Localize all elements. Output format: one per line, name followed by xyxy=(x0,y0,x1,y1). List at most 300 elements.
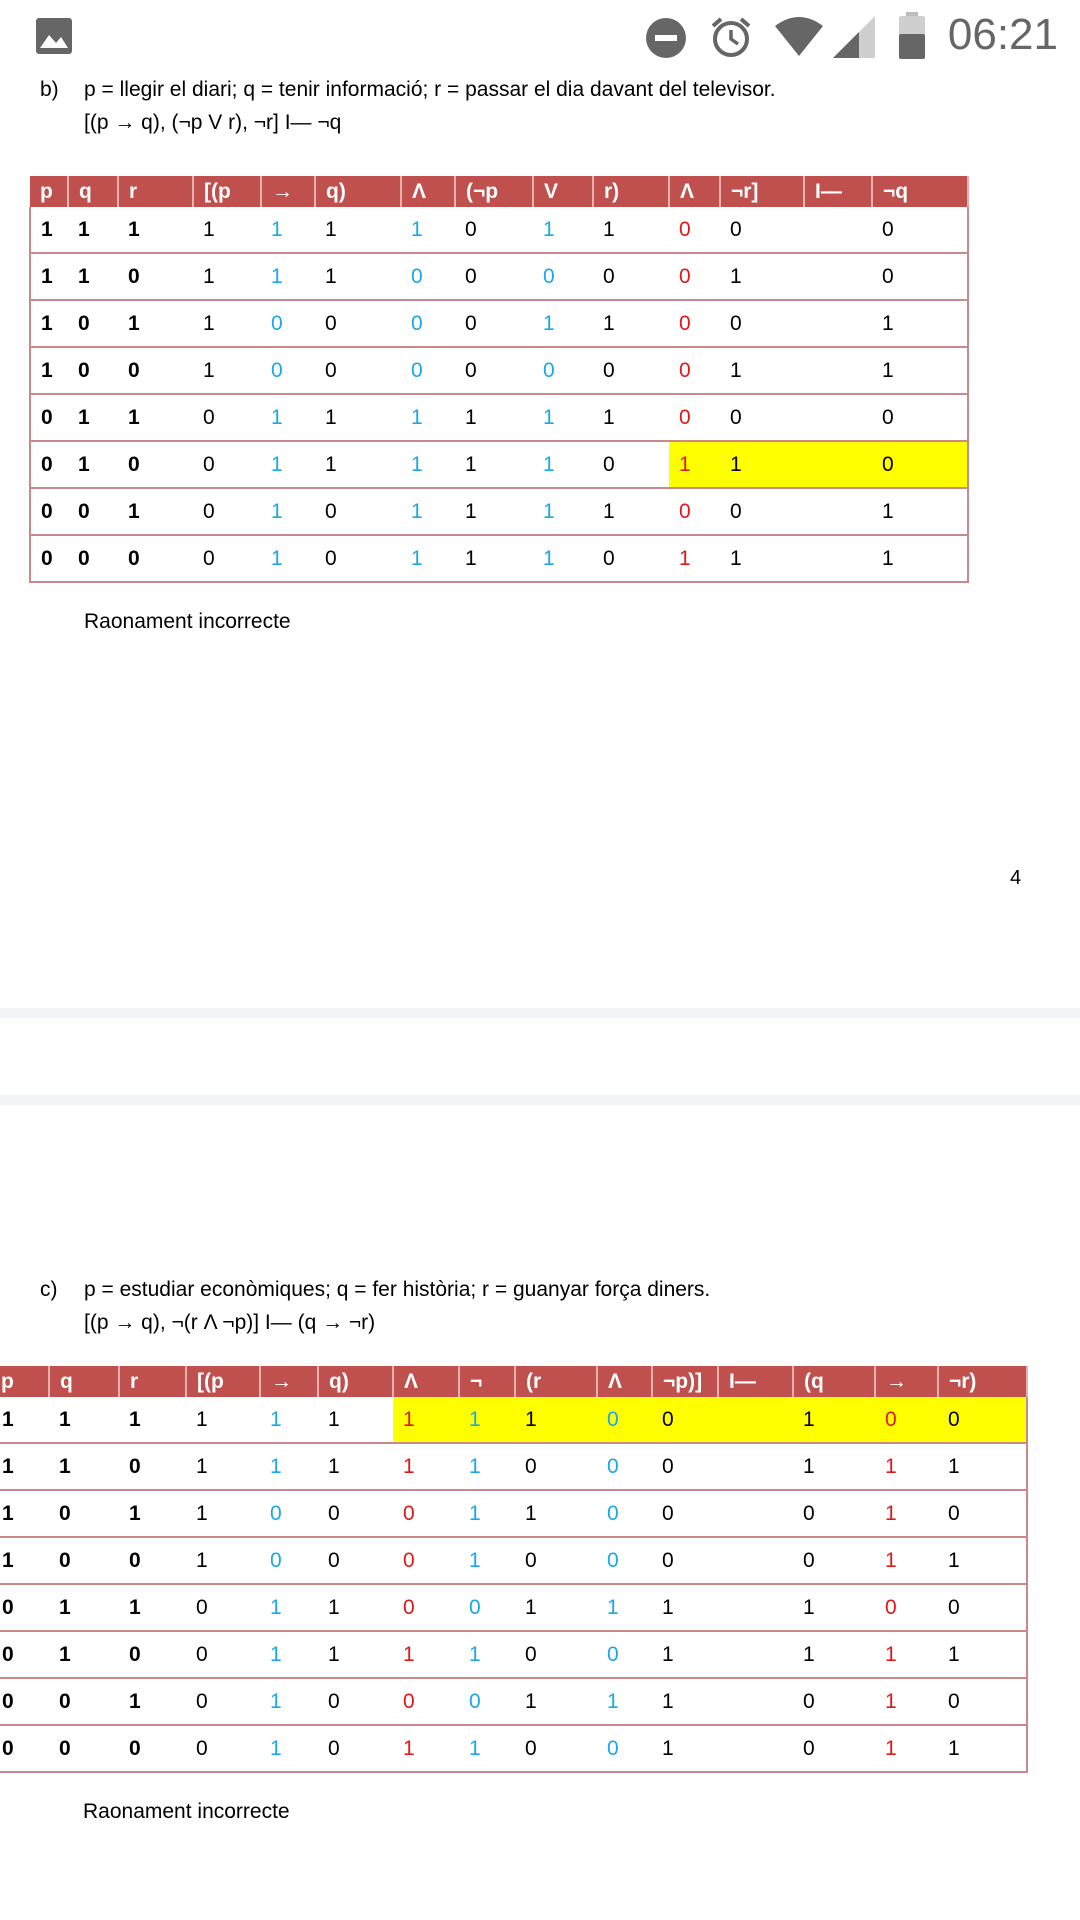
table-cell: 1 xyxy=(401,394,455,441)
column-header: V xyxy=(533,176,593,207)
table-cell: 0 xyxy=(186,1631,260,1678)
column-header: q xyxy=(68,176,118,207)
table-cell: 1 xyxy=(872,535,968,582)
column-header: (q xyxy=(793,1366,875,1397)
table-cell: 1 xyxy=(0,1490,49,1537)
table-cell: 0 xyxy=(515,1537,597,1584)
table-cell: 0 xyxy=(720,394,804,441)
page-separator xyxy=(0,1095,1080,1105)
table-cell: 1 xyxy=(459,1490,515,1537)
column-header: p xyxy=(30,176,68,207)
wifi-icon xyxy=(773,16,825,56)
table-cell: 1 xyxy=(593,207,669,253)
battery-icon xyxy=(898,12,926,60)
table-cell: 0 xyxy=(315,535,401,582)
table-cell: 1 xyxy=(30,253,68,300)
table-cell: 1 xyxy=(533,488,593,535)
table-cell: 1 xyxy=(318,1397,393,1443)
table-cell: 0 xyxy=(459,1678,515,1725)
table-cell: 1 xyxy=(875,1725,938,1772)
table-row xyxy=(30,347,968,394)
table-row xyxy=(30,300,968,347)
table-cell: 0 xyxy=(30,394,68,441)
table-cell: 0 xyxy=(597,1537,652,1584)
table-cell: 1 xyxy=(193,300,261,347)
table-cell: 0 xyxy=(186,1678,260,1725)
table-cell: 0 xyxy=(593,535,669,582)
status-bar xyxy=(0,0,1080,74)
table-cell: 0 xyxy=(68,488,118,535)
column-header: q xyxy=(49,1366,119,1397)
table-cell: 0 xyxy=(793,1537,875,1584)
column-header: [(p xyxy=(193,176,261,207)
table-cell xyxy=(718,1537,793,1584)
table-cell: 1 xyxy=(315,207,401,253)
table-cell: 0 xyxy=(318,1678,393,1725)
table-cell: 0 xyxy=(30,441,68,488)
table-cell: 0 xyxy=(318,1725,393,1772)
table-cell: 1 xyxy=(793,1631,875,1678)
table-cell: 0 xyxy=(669,300,720,347)
table-cell: 0 xyxy=(30,488,68,535)
table-cell: 1 xyxy=(318,1584,393,1631)
table-cell xyxy=(718,1584,793,1631)
table-cell: 0 xyxy=(315,488,401,535)
argument-formula: [(p → q), (¬p V r), ¬r] I— ¬q xyxy=(84,111,342,134)
table-cell: 1 xyxy=(260,1678,318,1725)
table-cell: 0 xyxy=(533,347,593,394)
table-cell: 0 xyxy=(193,394,261,441)
alarm-icon xyxy=(708,14,754,60)
table-cell: 0 xyxy=(261,347,315,394)
table-cell: 1 xyxy=(261,441,315,488)
table-cell: 0 xyxy=(652,1443,718,1490)
table-cell: 0 xyxy=(593,441,669,488)
table-cell xyxy=(718,1631,793,1678)
table-cell: 0 xyxy=(49,1725,119,1772)
table-cell: 1 xyxy=(875,1443,938,1490)
table-cell: 0 xyxy=(186,1725,260,1772)
table-cell: 1 xyxy=(938,1631,1027,1678)
table-cell: 1 xyxy=(938,1725,1027,1772)
table-cell: 1 xyxy=(793,1397,875,1443)
table-cell xyxy=(718,1443,793,1490)
table-cell: 0 xyxy=(401,300,455,347)
table-cell: 0 xyxy=(793,1490,875,1537)
table-cell: 0 xyxy=(401,347,455,394)
table-cell: 1 xyxy=(193,253,261,300)
table-cell: 1 xyxy=(393,1443,459,1490)
table-header-row xyxy=(0,1366,1027,1397)
exercise-label: c) xyxy=(40,1278,58,1301)
table-cell: 0 xyxy=(669,207,720,253)
table-cell: 1 xyxy=(459,1537,515,1584)
table-cell: 0 xyxy=(597,1443,652,1490)
table-cell: 0 xyxy=(68,347,118,394)
table-cell: 0 xyxy=(393,1490,459,1537)
conclusion-text: Raonament incorrecte xyxy=(83,1800,290,1823)
table-cell xyxy=(804,488,872,535)
table-cell: 1 xyxy=(720,441,804,488)
conclusion-text: Raonament incorrecte xyxy=(84,610,291,633)
table-cell: 1 xyxy=(393,1725,459,1772)
column-header: Λ xyxy=(393,1366,459,1397)
table-cell: 0 xyxy=(0,1584,49,1631)
table-cell: 0 xyxy=(118,441,193,488)
table-cell: 1 xyxy=(593,488,669,535)
table-cell: 1 xyxy=(119,1678,186,1725)
table-cell: 1 xyxy=(118,207,193,253)
table-cell: 0 xyxy=(938,1584,1027,1631)
table-cell: 0 xyxy=(938,1397,1027,1443)
table-cell: 0 xyxy=(872,441,968,488)
table-cell: 1 xyxy=(186,1443,260,1490)
table-cell: 1 xyxy=(30,207,68,253)
table-cell: 1 xyxy=(186,1397,260,1443)
table-cell: 1 xyxy=(49,1631,119,1678)
column-header: r xyxy=(119,1366,186,1397)
table-cell: 1 xyxy=(455,441,533,488)
table-cell xyxy=(804,394,872,441)
table-row xyxy=(30,253,968,300)
column-header: ¬q xyxy=(872,176,968,207)
table-cell: 1 xyxy=(597,1678,652,1725)
table-row xyxy=(30,394,968,441)
table-cell: 0 xyxy=(875,1584,938,1631)
table-cell: 1 xyxy=(652,1678,718,1725)
table-cell: 0 xyxy=(872,207,968,253)
table-cell: 1 xyxy=(593,394,669,441)
table-cell: 0 xyxy=(0,1725,49,1772)
table-cell: 1 xyxy=(459,1725,515,1772)
table-cell: 0 xyxy=(669,488,720,535)
column-header: I— xyxy=(804,176,872,207)
table-cell: 1 xyxy=(68,394,118,441)
table-cell: 0 xyxy=(533,253,593,300)
table-cell: 1 xyxy=(515,1397,597,1443)
table-cell: 1 xyxy=(720,253,804,300)
column-header: Λ xyxy=(669,176,720,207)
table-cell xyxy=(804,535,872,582)
premise-definitions: p = estudiar econòmiques; q = fer història; r = guanyar força diners. xyxy=(84,1278,711,1301)
column-header: q) xyxy=(318,1366,393,1397)
table-cell: 1 xyxy=(186,1537,260,1584)
table-cell: 1 xyxy=(875,1678,938,1725)
premise-definitions: p = llegir el diari; q = tenir informació; r = passar el dia davant del televisor. xyxy=(84,78,776,101)
table-cell: 1 xyxy=(401,535,455,582)
table-cell: 0 xyxy=(49,1678,119,1725)
column-header: r xyxy=(118,176,193,207)
table-cell: 0 xyxy=(260,1537,318,1584)
table-cell: 1 xyxy=(118,488,193,535)
table-cell: 0 xyxy=(393,1678,459,1725)
table-cell: 1 xyxy=(186,1490,260,1537)
column-header: ¬ xyxy=(459,1366,515,1397)
table-cell: 0 xyxy=(318,1537,393,1584)
table-cell: 1 xyxy=(720,535,804,582)
gallery-icon[interactable] xyxy=(35,17,73,55)
table-cell: 1 xyxy=(30,347,68,394)
table-cell: 0 xyxy=(597,1631,652,1678)
table-cell: 0 xyxy=(938,1678,1027,1725)
clock-time: 06:21 xyxy=(947,10,1058,59)
table-cell: 0 xyxy=(68,535,118,582)
column-header: q) xyxy=(315,176,401,207)
table-row xyxy=(0,1443,1027,1490)
table-row xyxy=(0,1490,1027,1537)
table-cell: 1 xyxy=(938,1537,1027,1584)
table-cell: 0 xyxy=(652,1490,718,1537)
table-cell: 1 xyxy=(260,1725,318,1772)
table-cell: 0 xyxy=(393,1537,459,1584)
table-cell: 1 xyxy=(401,441,455,488)
table-cell: 0 xyxy=(119,1537,186,1584)
table-cell xyxy=(804,253,872,300)
table-cell: 1 xyxy=(533,394,593,441)
table-cell: 0 xyxy=(119,1631,186,1678)
table-cell: 0 xyxy=(515,1631,597,1678)
column-header: ¬r] xyxy=(720,176,804,207)
table-cell: 1 xyxy=(597,1584,652,1631)
table-cell: 0 xyxy=(30,535,68,582)
table-cell: 0 xyxy=(119,1725,186,1772)
table-cell: 1 xyxy=(68,253,118,300)
table-cell: 0 xyxy=(597,1725,652,1772)
column-header: [(p xyxy=(186,1366,260,1397)
column-header: I— xyxy=(718,1366,793,1397)
column-header: Λ xyxy=(597,1366,652,1397)
table-cell: 0 xyxy=(720,300,804,347)
table-cell: 0 xyxy=(720,207,804,253)
table-cell: 1 xyxy=(261,488,315,535)
table-row xyxy=(0,1397,1027,1443)
table-cell: 1 xyxy=(872,488,968,535)
exercise-label: b) xyxy=(40,78,59,101)
table-cell: 0 xyxy=(315,300,401,347)
table-cell: 0 xyxy=(597,1490,652,1537)
table-cell: 1 xyxy=(393,1397,459,1443)
table-cell: 1 xyxy=(533,207,593,253)
table-cell: 0 xyxy=(193,535,261,582)
table-cell xyxy=(804,207,872,253)
table-cell: 0 xyxy=(793,1678,875,1725)
table-cell: 1 xyxy=(533,441,593,488)
table-cell: 1 xyxy=(261,535,315,582)
table-cell: 0 xyxy=(652,1537,718,1584)
table-cell: 1 xyxy=(515,1678,597,1725)
table-cell: 1 xyxy=(119,1584,186,1631)
table-cell: 0 xyxy=(68,300,118,347)
table-cell: 1 xyxy=(260,1397,318,1443)
table-cell: 1 xyxy=(875,1537,938,1584)
table-cell: 0 xyxy=(193,441,261,488)
table-cell: 0 xyxy=(118,535,193,582)
table-cell: 1 xyxy=(401,207,455,253)
page-number: 4 xyxy=(1010,867,1022,889)
table-cell: 0 xyxy=(261,300,315,347)
table-cell: 0 xyxy=(401,253,455,300)
table-cell: 1 xyxy=(260,1584,318,1631)
table-cell: 1 xyxy=(515,1490,597,1537)
table-cell: 0 xyxy=(118,253,193,300)
table-cell xyxy=(804,347,872,394)
table-cell: 1 xyxy=(193,347,261,394)
table-cell: 1 xyxy=(0,1537,49,1584)
table-cell: 0 xyxy=(593,347,669,394)
table-cell: 1 xyxy=(315,441,401,488)
table-cell: 1 xyxy=(261,207,315,253)
table-cell: 0 xyxy=(455,253,533,300)
table-cell: 0 xyxy=(455,300,533,347)
table-cell xyxy=(718,1725,793,1772)
table-cell: 1 xyxy=(720,347,804,394)
table-cell: 1 xyxy=(49,1397,119,1443)
table-cell: 0 xyxy=(318,1490,393,1537)
table-cell: 1 xyxy=(260,1443,318,1490)
table-cell: 0 xyxy=(455,347,533,394)
truth-table xyxy=(29,176,969,583)
column-header: p xyxy=(0,1366,49,1397)
table-row xyxy=(30,488,968,535)
table-cell: 1 xyxy=(315,253,401,300)
table-cell: 1 xyxy=(872,300,968,347)
table-cell: 1 xyxy=(119,1397,186,1443)
table-cell: 1 xyxy=(0,1443,49,1490)
table-cell: 0 xyxy=(455,207,533,253)
table-cell: 0 xyxy=(193,488,261,535)
table-cell: 1 xyxy=(401,488,455,535)
table-cell: 1 xyxy=(669,535,720,582)
table-cell: 0 xyxy=(49,1490,119,1537)
table-cell: 1 xyxy=(669,441,720,488)
dnd-icon xyxy=(645,17,687,59)
table-cell: 1 xyxy=(875,1631,938,1678)
table-cell: 0 xyxy=(515,1443,597,1490)
table-cell: 0 xyxy=(515,1725,597,1772)
table-cell: 1 xyxy=(261,253,315,300)
table-cell: 1 xyxy=(533,535,593,582)
table-cell: 0 xyxy=(669,347,720,394)
column-header: (r xyxy=(515,1366,597,1397)
table-cell: 1 xyxy=(118,394,193,441)
table-cell: 1 xyxy=(515,1584,597,1631)
table-cell: 1 xyxy=(318,1631,393,1678)
table-cell: 0 xyxy=(49,1537,119,1584)
table-cell: 1 xyxy=(793,1584,875,1631)
table-cell: 1 xyxy=(459,1443,515,1490)
table-cell: 1 xyxy=(318,1443,393,1490)
table-cell: 1 xyxy=(455,394,533,441)
table-cell: 1 xyxy=(593,300,669,347)
table-cell: 0 xyxy=(0,1678,49,1725)
table-cell: 0 xyxy=(652,1397,718,1443)
table-row xyxy=(30,207,968,253)
column-header: → xyxy=(260,1366,318,1397)
table-cell: 1 xyxy=(652,1631,718,1678)
table-cell: 1 xyxy=(455,488,533,535)
table-cell: 0 xyxy=(0,1631,49,1678)
table-row xyxy=(30,535,968,582)
table-cell: 1 xyxy=(459,1397,515,1443)
table-row xyxy=(30,441,968,488)
table-cell: 0 xyxy=(872,253,968,300)
table-cell: 1 xyxy=(261,394,315,441)
table-cell: 0 xyxy=(119,1443,186,1490)
table-cell: 0 xyxy=(593,253,669,300)
table-cell: 0 xyxy=(720,488,804,535)
table-cell: 0 xyxy=(459,1584,515,1631)
table-cell: 0 xyxy=(793,1725,875,1772)
table-cell: 1 xyxy=(393,1631,459,1678)
signal-icon xyxy=(833,16,875,58)
table-cell: 1 xyxy=(30,300,68,347)
table-cell xyxy=(718,1490,793,1537)
table-cell: 1 xyxy=(938,1443,1027,1490)
table-cell: 1 xyxy=(455,535,533,582)
table-row xyxy=(0,1631,1027,1678)
table-cell: 0 xyxy=(393,1584,459,1631)
table-cell: 1 xyxy=(118,300,193,347)
column-header: ¬p)] xyxy=(652,1366,718,1397)
column-header: → xyxy=(875,1366,938,1397)
table-cell xyxy=(804,300,872,347)
table-cell: 1 xyxy=(793,1443,875,1490)
table-cell: 1 xyxy=(652,1725,718,1772)
table-cell: 0 xyxy=(118,347,193,394)
table-cell: 1 xyxy=(68,207,118,253)
column-header: ¬r) xyxy=(938,1366,1027,1397)
table-cell: 1 xyxy=(119,1490,186,1537)
truth-table xyxy=(0,1366,1028,1773)
table-header-row xyxy=(30,176,968,207)
table-row xyxy=(0,1725,1027,1772)
table-cell: 0 xyxy=(872,394,968,441)
column-header: Λ xyxy=(401,176,455,207)
table-cell xyxy=(718,1397,793,1443)
table-cell: 1 xyxy=(49,1443,119,1490)
table-cell xyxy=(804,441,872,488)
table-cell: 1 xyxy=(459,1631,515,1678)
table-cell: 1 xyxy=(533,300,593,347)
column-header: → xyxy=(261,176,315,207)
table-cell: 1 xyxy=(193,207,261,253)
table-cell: 1 xyxy=(872,347,968,394)
table-cell: 1 xyxy=(68,441,118,488)
table-cell: 1 xyxy=(315,394,401,441)
page-separator xyxy=(0,1008,1080,1018)
table-cell: 0 xyxy=(875,1397,938,1443)
table-cell: 1 xyxy=(652,1584,718,1631)
table-row xyxy=(0,1537,1027,1584)
table-cell: 0 xyxy=(938,1490,1027,1537)
table-row xyxy=(0,1584,1027,1631)
table-cell: 0 xyxy=(315,347,401,394)
table-cell: 0 xyxy=(669,253,720,300)
table-cell: 0 xyxy=(260,1490,318,1537)
table-cell: 0 xyxy=(597,1397,652,1443)
table-cell: 1 xyxy=(875,1490,938,1537)
column-header: r) xyxy=(593,176,669,207)
table-cell xyxy=(718,1678,793,1725)
table-row xyxy=(0,1678,1027,1725)
table-cell: 1 xyxy=(0,1397,49,1443)
table-cell: 0 xyxy=(186,1584,260,1631)
table-cell: 1 xyxy=(49,1584,119,1631)
column-header: (¬p xyxy=(455,176,533,207)
table-cell: 1 xyxy=(260,1631,318,1678)
table-cell: 0 xyxy=(669,394,720,441)
argument-formula: [(p → q), ¬(r Λ ¬p)] I— (q → ¬r) xyxy=(84,1311,376,1334)
